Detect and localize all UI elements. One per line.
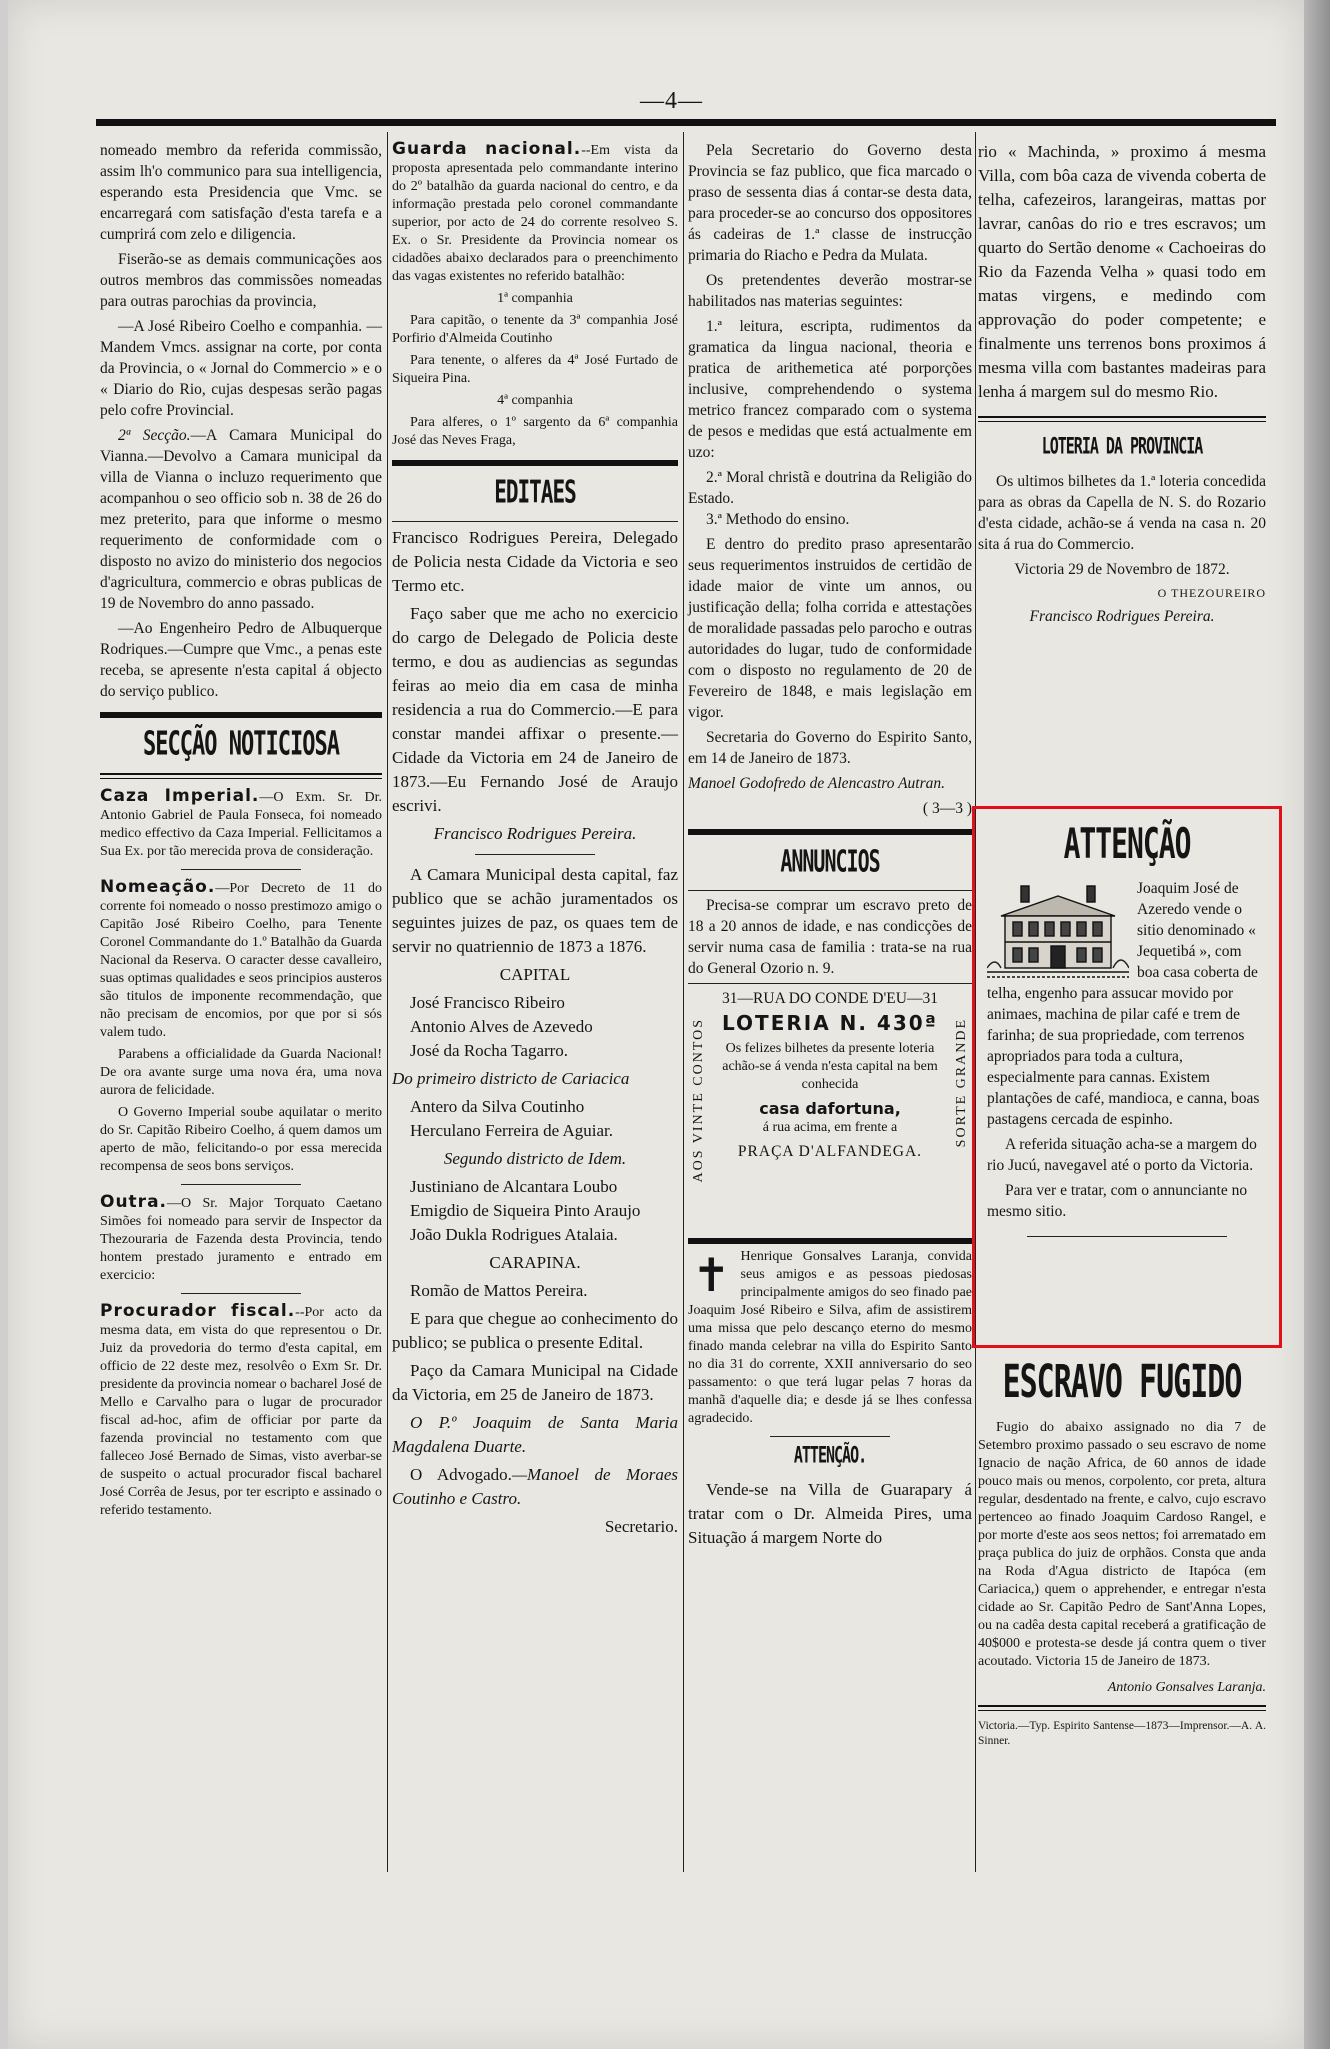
news-text: Para tenente, o alferes da 4ª José Furtado de Siqueira Pina. <box>392 353 678 386</box>
mass-notice: Henrique Gonsalves Laranja, convida seus amigos e as pessoas piedosas principalmente amigos do seo finado pae Joaquim José Ribeiro e Silva, afim de assistirem uma missa que pelo descanço eterno do mesmo finado manda celebrar na villa do Espirito Santo no dia 31 do corrente, XXII anniversario do seo passamento: o que terá lugar pelas 7 horas da manhã d'aquelle dia; e desde já se lhes confessa agradecido. <box>688 1249 972 1426</box>
lottery-side-label: SORTE GRANDE <box>954 1018 969 1148</box>
separator <box>181 869 301 870</box>
ad-text: Para ver e tratar, com o annunciante no mesmo sitio. <box>987 1182 1248 1220</box>
notice-text: 2.ª Moral christã e doutrina da Religião do Estado. <box>688 469 972 507</box>
column-divider <box>387 132 388 1872</box>
name-line: Justiniano de Alcantara Loubo <box>410 1177 618 1196</box>
separator <box>392 460 678 466</box>
news-text: Para capitão, o tenente da 3ª companhia José Porfirio d'Almeida Coutinho <box>392 313 678 346</box>
news-body: —O Sr. Major Torquato Caetano Simões foi nomeado para servir de Inspector da Thezouraria de Fazenda desta Provincia, tendo hontem prestado juramento e entrado em exercicio: <box>100 1196 382 1283</box>
official-text: —Ao Engenheiro Pedro de Albuquerque Rodriques.—Cumpre que Vmc., a penas este receba, se apresente n'esta capital á objecto do serviço publico. <box>100 620 382 700</box>
imprint: Victoria.—Typ. Espirito Santense—1873—Imprensor.—A. A. Sinner. <box>978 1720 1266 1747</box>
name-line: José da Rocha Tagarro. <box>410 1041 569 1060</box>
separator <box>100 712 382 718</box>
ad-title: LOTERIA DA PROVINCIA <box>1041 432 1203 460</box>
ad-text: A referida situação acha-se a margem do rio Jucú, navegavel até o porto da Victoria. <box>987 1136 1257 1174</box>
news-title: Nomeação. <box>100 877 216 897</box>
separator <box>181 1293 301 1294</box>
news-body: --Em vista da proposta apresentada pelo commandante interino do 2º batalhão da guarda nacional do centro, e da informação prestada pelo coronel commandante superior, por acto de 24 do corrente resolveo S. Ex. o Sr. Presidente da Provincia nomear os cidadões abaixo declarados para o preenchimento das vagas existentes no referido batalhão: <box>392 143 678 284</box>
news-title: Caza Imperial. <box>100 786 260 806</box>
separator <box>688 829 972 835</box>
ad-signature: Antonio Gonsalves Laranja. <box>1107 1680 1266 1695</box>
subheading: 1ª companhia <box>497 291 573 306</box>
lottery-title: LOTERIA N. 430ª <box>722 1011 938 1035</box>
news-item <box>100 1302 382 1520</box>
house-icon <box>987 882 1129 980</box>
edital-signature <box>392 1463 678 1511</box>
news-body: —O Exm. Sr. Dr. Antonio Gabriel de Paula Fonseca, foi nomeado medico effectivo da Caza Imperial. Fellicitamos a Sua Ex. por tão merecida prova de consideração. <box>100 790 382 859</box>
separator <box>688 1238 972 1244</box>
column-1 <box>100 140 382 1524</box>
separator <box>978 416 1266 422</box>
notice-count: ( 3—3 ) <box>922 800 972 817</box>
lottery-place: PRAÇA D'ALFANDEGA. <box>737 1143 923 1160</box>
separator <box>392 521 678 522</box>
news-item <box>100 787 382 861</box>
name-line: Romão de Mattos Pereira. <box>410 1281 588 1300</box>
news-text: Parabens a officialidade da Guarda Nacional! De ora avante surge uma nova éra, uma nova aurora de felicidade. <box>100 1047 382 1098</box>
ad-text: rio « Machinda, » proximo á mesma Villa, com bôa caza de vivenda coberta de telha, cafezeiros, larangeiras, mattas por lavrar, canôas do rio e tres escravos; um quarto do Sertão denome « Cachoeiras do Rio da Fazenda Velha » quasi todo em matas virgens, e medindo com approvação do poder competente; e finalmente uns terrenos bons proximos á mesma villa com bastantes madeiras para lenha á margem sul do mesmo Rio. <box>978 142 1266 401</box>
subheading: Do primeiro districto de Cariacica <box>392 1069 630 1088</box>
ad-role: O THEZOUREIRO <box>1157 586 1266 600</box>
ad-text: Vende-se na Villa de Guarapary á tratar com o Dr. Almeida Pires, uma Situação á margem Norte do <box>688 1480 972 1547</box>
lottery-side-label: AOS VINTE CONTOS <box>691 1018 706 1183</box>
section-title: SECÇÃO NOTICIOSA <box>143 725 339 764</box>
column-divider <box>683 132 684 1872</box>
signature-name: —Manoel de Moraes Coutinho e Castro. <box>392 1465 678 1508</box>
news-item <box>100 1193 382 1285</box>
ad-title: ATTENÇÃO <box>1063 818 1191 869</box>
notice-text: E dentro do predito praso apresentarão seus requerimentos instruidos de certidão de idade maior de vinte um annos, ou justificação della; folha corrida e attestações de moralidade passadas pelo parocho e outras autoridades do lugar, tudo de conformidade com o disposto no regulamento de 20 de Fevereiro de 1848, e mais legislação em vigor. <box>688 536 972 721</box>
edital-heading: Francisco Rodrigues Pereira, Delegado de Policia nesta Cidade da Victoria e seo Termo etc. <box>392 528 678 595</box>
page-edge-shadow <box>1304 0 1330 2049</box>
section-label: 2ª Secção. <box>118 427 191 444</box>
ad-text: Fugio do abaixo assignado no dia 7 de Setembro proximo passado o seu escravo de nome Ignacio de nação Africa, de 60 annos de idade pouco mais ou menos, corpolento, cor preta, altura regular, desdentado na frente, e calvo, cujo escravo pertenceo ao finado Joaquim Cardoso Rangel, e por morte d'este aos seos nettos; foi arrematado em praça publica do juiz de orphãos. Consta que anda na Roda d'Agua districto de Itapóca (em Cariacica,) quem o apprehender, e entregar n'esta cidade ao Sr. Capitão Pedro de Sant'Anna Lopes, ou na cadêa desta capital receberá a gratificação de 40$000 e protesta-se desde já contra quem o tiver acoutado. Victoria 15 de Janeiro de 1873. <box>978 1420 1266 1669</box>
lottery-text: Os felizes bilhetes da presente loteria achão-se á venda n'esta capital na bem conhecida <box>722 1041 938 1092</box>
notice-text: Pela Secretario do Governo desta Provincia se faz publico, que fica marcado o praso de sessenta dias á contar-se desta data, para proceder-se ao concurso dos oppositores ás cadeiras de 1.ª classe de instrucção primaria do Riacho e Pedra da Mulata. <box>688 142 972 264</box>
column-3 <box>688 140 972 1554</box>
highlighted-ad-box <box>972 806 1282 1348</box>
name-line: João Dukla Rodrigues Atalaia. <box>410 1225 618 1244</box>
name-line: Antonio Alves de Azevedo <box>410 1017 593 1036</box>
edital-text: Paço da Camara Municipal na Cidade da Victoria, em 25 de Janeiro de 1873. <box>392 1361 678 1404</box>
edital-text: A Camara Municipal desta capital, faz publico que se achão juramentados os seguintes juizes de paz, os quaes tem de servir no quatriennio de 1873 a 1876. <box>392 865 678 956</box>
edital-text: E para que chegue ao conhecimento do publico; se publica o presente Edital. <box>392 1309 678 1352</box>
edital-role: Secretario. <box>604 1517 678 1536</box>
edital-text: Faço saber que me acho no exercicio do cargo de Delegado de Policia deste termo, e dou as audiencias as segundas feiras ao meio dia em casa de minha residencia a rua do Commercio.—E para constar mandei affixar o presente.—Cidade da Victoria em 24 de Janeiro de 1873.—Eu Fernando José de Araujo escrivi. <box>392 604 678 815</box>
column-2 <box>392 140 678 1543</box>
section-title: EDITAES <box>494 473 576 510</box>
news-text: Para alferes, o 1º sargento da 6ª companhia José das Neves Fraga, <box>392 415 678 448</box>
notice-text: Os pretendentes deverão mostrar-se habilitados nas materias seguintes: <box>688 272 972 310</box>
news-body: --Por acto da mesma data, em vista do que representou o Dr. Juiz da provedoria do termo d'esta capital, em officio de 22 deste mez, resolvêo o Exm Sr. Dr. presidente da provincia nomear o bacharel José de Mello e Carvalho para o lugar de procurador fiscal ad-hoc, afim de officiar por parte da fazenda provincial no testamento com que falleceo José Bernado de Simas, visto averbar-se de suspeito o actual procurador fiscal bacharel José Corrêa de Jesus, por ter escripto e assinado o referido testamento. <box>100 1305 382 1518</box>
name-line: Antero da Silva Coutinho <box>410 1097 585 1116</box>
signature-label: O Advogado. <box>410 1465 512 1484</box>
subheading: CARAPINA. <box>489 1253 581 1272</box>
ad-date: Victoria 29 de Novembro de 1872. <box>1014 561 1230 578</box>
separator <box>1027 1236 1227 1237</box>
news-text: O Governo Imperial soube aquilatar o merito do Sr. Capitão Ribeiro Coelho, á quem damos um aperto de mão, felicitando-o por essa merecida recompensa de seos bons serviços. <box>100 1105 382 1174</box>
separator <box>688 890 972 891</box>
official-text: —A José Ribeiro Coelho e companhia. — Mandem Vmcs. assignar na corte, por conta da Provincia, o « Jornal do Commercio » e o « Diario do Rio, cujas despesas serão pagas pelo cofre Provincial. <box>100 318 382 419</box>
ad-text: Os ultimos bilhetes da 1.ª loteria concedida para as obras da Capella de N. S. do Rozario d'esta cidade, achão-se á venda na casa n. 20 sita á rua do Commercio. <box>978 473 1266 553</box>
news-body: —Por Decreto de 11 do corrente foi nomeado o nosso prestimozo amigo o Capitão José Ribeiro Coelho, para Tenente Coronel Commandante do 1.º Batalhão da Guarda Nacional da Reserva. O caracter desse cavalleiro, suas optimas qualidades e seos principios austeros são titulos de imponente recommendação, que não precisam de encomios, por que por si sós valem tudo. <box>100 881 382 1040</box>
edital-signature: O P.º Joaquim de Santa Maria Magdalena Duarte. <box>392 1413 678 1456</box>
news-item <box>100 878 382 1042</box>
notice-text: 3.ª Methodo do ensino. <box>706 511 850 528</box>
name-line: Emigdio de Siqueira Pinto Araujo <box>410 1201 641 1220</box>
ad-title: ESCRAVO FUGIDO <box>1002 1356 1242 1409</box>
column-4-lower <box>978 1356 1266 1753</box>
official-text-body: —A Camara Municipal do Vianna.—Devolvo a Camara municipal da villa de Vianna o incluzo requerimento que acompanhou o seo officio sob n. 38 de 26 do mez preterito, para que informe o mesmo requerimento de conformidade com o disposto no avizo do ministerio dos negocios d'agricultura, commercio e obras publicas de 19 de Novembro do anno passado. <box>100 427 382 612</box>
section-title: ANNUNCIOS <box>780 842 880 879</box>
notice-text: 1.ª leitura, escripta, rudimentos da gramatica da lingua nacional, theoria e pratica de arithemetica até porporções inclusive, comprehendendo o systema metrico francez comparado com o systema de pesos e medidas que está actualmente em uzo: <box>688 318 972 461</box>
ad-signature: Francisco Rodrigues Pereira. <box>1029 608 1215 625</box>
separator <box>770 1436 890 1437</box>
column-4 <box>978 140 1266 631</box>
separator <box>475 854 595 855</box>
ad-title: ATTENÇÃO. <box>793 1441 867 1469</box>
official-text: Fiserão-se as demais communicações aos outros membros das commissões nomeadas para outras parochias da provincia, <box>100 251 382 310</box>
subheading: Segundo districto de Idem. <box>443 1149 627 1168</box>
official-text: nomeado membro da referida commissão, assim lh'o communico para sua intelligencia, esperando esta Presidencia que Vmc. se encarregará com satisfação d'esta tarefa e a cumprirá com zelo e diligencia. <box>100 142 382 243</box>
separator <box>978 1705 1266 1711</box>
official-text <box>100 425 382 614</box>
edital-signature: Francisco Rodrigues Pereira. <box>433 824 637 843</box>
cross-icon: ✝ <box>692 1248 731 1302</box>
notice-signature: Manoel Godofredo de Alencastro Autran. <box>688 775 946 792</box>
name-line: Herculano Ferreira de Aguiar. <box>410 1121 613 1140</box>
notice-text: Secretaria do Governo do Espirito Santo, em 14 de Janeiro de 1873. <box>688 729 972 767</box>
ad-text: Precisa-se comprar um escravo preto de 18 a 20 annos de idade, e nas condicções de servir numa casa de familia : trata-se na rua do General Ozorio n. 9. <box>688 897 972 977</box>
separator <box>688 983 972 984</box>
ad-text: Joaquim José de Azeredo vende o sitio denominado « Jequetibá », com boa casa coberta de telha, engenho para assucar movido por animaes, machina de pilar café e trem de farinha; de sua propriedade, com terrenos apropriados para toda a cultura, especialmente para cannas. Existem plantações de café, mandioca, e canna, boas pastagens cercada de espinho. <box>987 880 1260 1128</box>
header-rule <box>96 119 1276 126</box>
news-item <box>392 140 678 286</box>
lottery-ad <box>688 988 972 1238</box>
page-number: —4— <box>640 88 703 114</box>
lottery-shop: casa dafortuna, <box>759 1099 901 1118</box>
separator <box>181 1184 301 1185</box>
lottery-text: á rua acima, em frente a <box>762 1120 898 1135</box>
name-line: José Francisco Ribeiro <box>410 993 565 1012</box>
news-title: Outra. <box>100 1192 167 1212</box>
news-title: Procurador fiscal. <box>100 1301 296 1321</box>
subheading: 4ª companhia <box>497 393 573 408</box>
separator <box>100 773 382 779</box>
news-title: Guarda nacional. <box>392 139 582 159</box>
subheading: CAPITAL <box>499 965 571 984</box>
lottery-address: 31—RUA DO CONDE D'EU—31 <box>722 990 938 1007</box>
